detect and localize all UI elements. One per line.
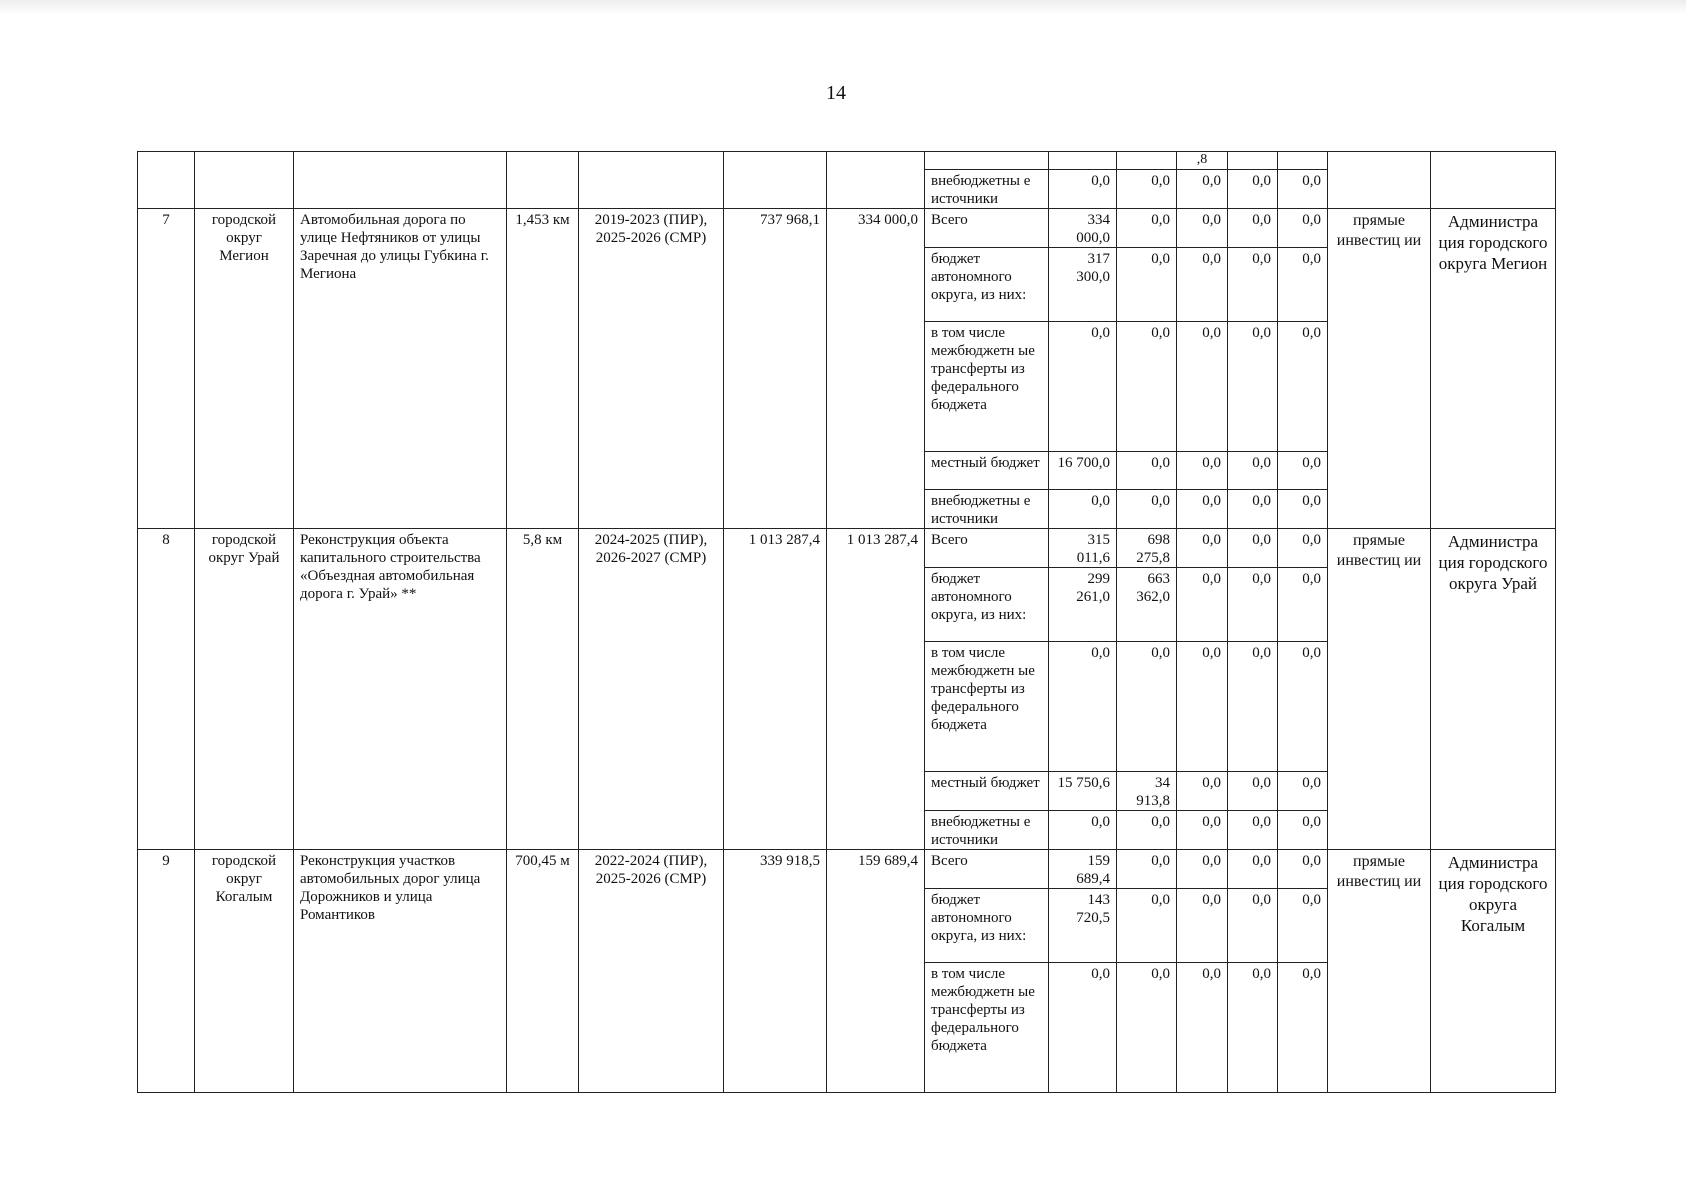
cell-name: Реконструкция объекта капитального строительства «Объездная автомобильная дорога г. Урай» **: [294, 529, 507, 850]
cell-remaining: 334 000,0: [827, 209, 925, 529]
cell-value: [1049, 152, 1117, 170]
cell-municipality: городской округ Мегион: [195, 209, 294, 529]
cell-value: 0,0: [1278, 889, 1328, 963]
cell-length: 5,8 км: [507, 529, 579, 850]
cell-value: 315 011,6: [1049, 529, 1117, 568]
cell-value: 0,0: [1117, 963, 1177, 1093]
cell-value: 317 300,0: [1049, 248, 1117, 322]
cell-cost: [724, 152, 827, 209]
cell-name: Автомобильная дорога по улице Нефтяников от улицы Заречная до улицы Губкина г. Мегиона: [294, 209, 507, 529]
cell-organization: [1431, 152, 1556, 209]
cell-remaining: 159 689,4: [827, 850, 925, 1093]
cell-value: 0,0: [1117, 490, 1177, 529]
cell-value: 0,0: [1117, 452, 1177, 490]
cell-value: 0,0: [1228, 811, 1278, 850]
cell-period: 2022-2024 (ПИР), 2025-2026 (СМР): [579, 850, 724, 1093]
cell-value: [1228, 152, 1278, 170]
cell-source: Всего: [925, 209, 1049, 248]
cell-remaining: 1 013 287,4: [827, 529, 925, 850]
cell-value: 0,0: [1117, 811, 1177, 850]
cell-n: [138, 152, 195, 209]
cell-n: 8: [138, 529, 195, 850]
cell-value: 0,0: [1177, 642, 1228, 772]
cell-value: 698 275,8: [1117, 529, 1177, 568]
project-row: [138, 529, 1556, 568]
cell-source: в том числе межбюджетн ые трансферты из федерального бюджета: [925, 322, 1049, 452]
cell-value: 0,0: [1278, 642, 1328, 772]
cell-source: бюджет автономного округа, из них:: [925, 568, 1049, 642]
cell-source: бюджет автономного округа, из них:: [925, 248, 1049, 322]
cell-source: в том числе межбюджетн ые трансферты из федерального бюджета: [925, 963, 1049, 1093]
cell-value: 159 689,4: [1049, 850, 1117, 889]
cell-value: 0,0: [1177, 850, 1228, 889]
cell-organization: Администра ция городского округа Урай: [1431, 529, 1556, 850]
cell-value: 0,0: [1117, 889, 1177, 963]
cell-value: 0,0: [1278, 170, 1328, 209]
cell-value: 0,0: [1177, 963, 1228, 1093]
project-row: [138, 209, 1556, 248]
cell-length: [507, 152, 579, 209]
cell-value: 0,0: [1278, 452, 1328, 490]
cell-source: в том числе межбюджетн ые трансферты из федерального бюджета: [925, 642, 1049, 772]
cell-value: 0,0: [1117, 170, 1177, 209]
cell-value: 0,0: [1049, 170, 1117, 209]
cell-value: 0,0: [1117, 209, 1177, 248]
cell-municipality: городской округ Урай: [195, 529, 294, 850]
cell-source: Всего: [925, 529, 1049, 568]
cell-value: 0,0: [1228, 322, 1278, 452]
cell-value: 15 750,6: [1049, 772, 1117, 811]
cell-cost: 737 968,1: [724, 209, 827, 529]
cell-mechanism: [1328, 152, 1431, 209]
cell-value: [1117, 152, 1177, 170]
cell-value: 0,0: [1228, 490, 1278, 529]
cell-value: 0,0: [1177, 209, 1228, 248]
cell-value: 143 720,5: [1049, 889, 1117, 963]
cell-value: 0,0: [1177, 568, 1228, 642]
cell-value: 663 362,0: [1117, 568, 1177, 642]
cell-length: 1,453 км: [507, 209, 579, 529]
cell-period: 2024-2025 (ПИР), 2026-2027 (СМР): [579, 529, 724, 850]
cell-name: Реконструкция участков автомобильных дорог улица Дорожников и улица Романтиков: [294, 850, 507, 1093]
investment-table: [137, 151, 1556, 1093]
cell-value: 0,0: [1228, 642, 1278, 772]
cell-value: 0,0: [1228, 452, 1278, 490]
cell-value: 0,0: [1177, 452, 1228, 490]
cell-value: 0,0: [1278, 772, 1328, 811]
cell-value: 0,0: [1228, 209, 1278, 248]
cell-value: 0,0: [1049, 811, 1117, 850]
cell-value: 0,0: [1117, 850, 1177, 889]
cell-value: 16 700,0: [1049, 452, 1117, 490]
cell-value: 0,0: [1228, 889, 1278, 963]
cell-value: 334 000,0: [1049, 209, 1117, 248]
cell-value: 0,0: [1049, 322, 1117, 452]
cell-value: 0,0: [1228, 170, 1278, 209]
cell-value: 0,0: [1278, 529, 1328, 568]
cell-municipality: [195, 152, 294, 209]
cell-value: 0,0: [1177, 772, 1228, 811]
cell-value: 0,0: [1278, 209, 1328, 248]
cell-value: 0,0: [1049, 642, 1117, 772]
cell-value: 0,0: [1117, 248, 1177, 322]
cell-value: 299 261,0: [1049, 568, 1117, 642]
cell-value: 0,0: [1228, 963, 1278, 1093]
cell-value: 0,0: [1278, 811, 1328, 850]
cell-fragment: ,8: [1177, 152, 1228, 170]
cell-value: 0,0: [1117, 642, 1177, 772]
cell-value: 0,0: [1278, 963, 1328, 1093]
cell-value: 0,0: [1177, 529, 1228, 568]
cell-value: 0,0: [1228, 248, 1278, 322]
cell-mechanism: прямые инвестиц ии: [1328, 209, 1431, 529]
cell-period: [579, 152, 724, 209]
cell-mechanism: прямые инвестиц ии: [1328, 529, 1431, 850]
cell-organization: Администра ция городского округа Когалым: [1431, 850, 1556, 1093]
cell-n: 9: [138, 850, 195, 1093]
cell-source: местный бюджет: [925, 772, 1049, 811]
cell-cost: 339 918,5: [724, 850, 827, 1093]
cell-value: 0,0: [1177, 889, 1228, 963]
cell-value: 0,0: [1177, 811, 1228, 850]
cell-value: 0,0: [1117, 322, 1177, 452]
cell-value: 0,0: [1278, 850, 1328, 889]
cell-cost: 1 013 287,4: [724, 529, 827, 850]
cell-source: внебюджетны е источники: [925, 811, 1049, 850]
cell-value: 0,0: [1049, 490, 1117, 529]
cell-value: 0,0: [1177, 322, 1228, 452]
cell-source: местный бюджет: [925, 452, 1049, 490]
cell-source: бюджет автономного округа, из них:: [925, 889, 1049, 963]
cell-source: [925, 152, 1049, 170]
cell-remaining: [827, 152, 925, 209]
cell-value: 0,0: [1177, 490, 1228, 529]
cell-municipality: городской округ Когалым: [195, 850, 294, 1093]
cell-name: [294, 152, 507, 209]
cell-value: 34 913,8: [1117, 772, 1177, 811]
project-row: [138, 850, 1556, 889]
cell-value: 0,0: [1278, 322, 1328, 452]
table-body: [138, 152, 1556, 1093]
continuation-row: [138, 152, 1556, 170]
cell-value: [1278, 152, 1328, 170]
cell-n: 7: [138, 209, 195, 529]
cell-value: 0,0: [1278, 568, 1328, 642]
cell-value: 0,0: [1278, 248, 1328, 322]
cell-mechanism: прямые инвестиц ии: [1328, 850, 1431, 1093]
cell-value: 0,0: [1228, 568, 1278, 642]
cell-value: 0,0: [1049, 963, 1117, 1093]
cell-period: 2019-2023 (ПИР), 2025-2026 (СМР): [579, 209, 724, 529]
cell-source: внебюджетны е источники: [925, 170, 1049, 209]
cell-value: 0,0: [1228, 850, 1278, 889]
cell-value: 0,0: [1177, 170, 1228, 209]
cell-value: 0,0: [1278, 490, 1328, 529]
scan-edge: [0, 0, 1686, 14]
cell-value: 0,0: [1228, 529, 1278, 568]
cell-value: 0,0: [1228, 772, 1278, 811]
cell-length: 700,45 м: [507, 850, 579, 1093]
cell-source: Всего: [925, 850, 1049, 889]
cell-organization: Администра ция городского округа Мегион: [1431, 209, 1556, 529]
page-number: 14: [826, 82, 846, 104]
cell-value: 0,0: [1177, 248, 1228, 322]
cell-source: внебюджетны е источники: [925, 490, 1049, 529]
